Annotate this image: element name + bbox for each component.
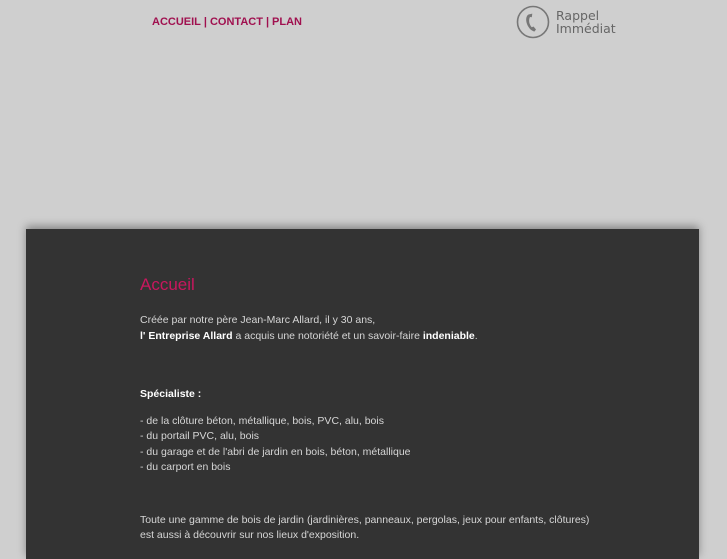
specialties-list	[140, 414, 600, 476]
intro-strong: indeniable	[422, 329, 475, 342]
rappel-line2: Immédiat	[556, 21, 616, 36]
main-nav	[152, 16, 302, 28]
content-panel	[26, 229, 699, 559]
nav-link-accueil[interactable]: ACCUEIL	[152, 16, 201, 28]
list-item: - du garage et de l'abri de jardin en bois, béton, métallique	[140, 445, 411, 458]
rappel-line1: Rappel	[556, 8, 600, 23]
intro-paragraph	[140, 313, 600, 344]
nav-link-plan[interactable]: PLAN	[272, 16, 302, 28]
top-bar	[0, 0, 727, 60]
specialist-heading: Spécialiste :	[140, 388, 202, 400]
nav-separator: |	[265, 16, 270, 28]
content-body	[140, 274, 600, 544]
intro-middle: a acquis une notoriété et un savoir-faire	[232, 329, 423, 342]
list-item: - du portail PVC, alu, bois	[140, 430, 260, 442]
rappel-immediat-button[interactable]	[516, 5, 616, 39]
rappel-label	[556, 9, 616, 35]
intro-line1: Créée par notre père Jean-Marc Allard, il y 30 ans,	[140, 314, 376, 326]
gamme-paragraph: Toute une gamme de bois de jardin (jardinières, panneaux, pergolas, jeux pour enfants, clôtures) est aussi à découvrir sur nos lieux d'exposition.	[140, 513, 590, 541]
phone-handset-icon	[516, 5, 550, 39]
company-name: l' Entreprise Allard	[140, 329, 233, 342]
page-title: Accueil	[140, 275, 195, 294]
intro-end: .	[474, 329, 478, 342]
list-item: - de la clôture béton, métallique, bois, PVC, alu, bois	[140, 414, 384, 427]
nav-link-contact[interactable]: CONTACT	[209, 16, 263, 28]
nav-separator: |	[203, 16, 207, 28]
list-item: - du carport en bois	[140, 461, 231, 473]
intro-line2	[140, 329, 600, 345]
